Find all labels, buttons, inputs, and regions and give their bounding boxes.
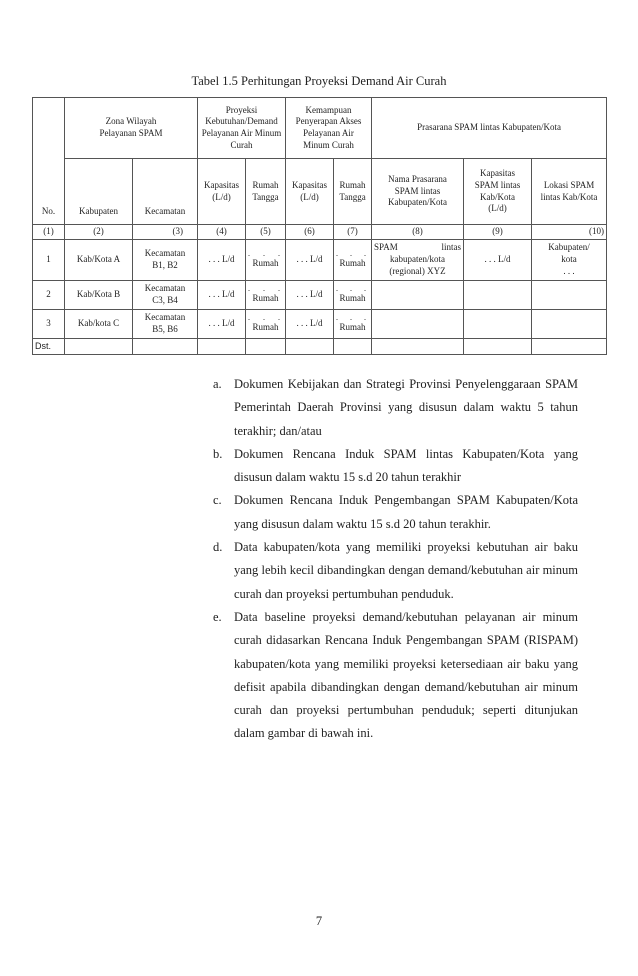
empty-cell xyxy=(372,339,464,355)
page-number: 7 xyxy=(315,914,323,928)
list-item xyxy=(212,536,578,606)
index-cell: (7) xyxy=(334,225,372,240)
empty-cell xyxy=(286,339,334,355)
cell-kapasitas-spam xyxy=(464,310,532,339)
cell-rumah: Rumah xyxy=(339,322,366,333)
cell-lokasi xyxy=(532,281,607,310)
list-letter: c. xyxy=(213,493,222,508)
cell-kapasitas: . . . L/d xyxy=(198,281,246,310)
empty-cell xyxy=(133,339,198,355)
list-letter: d. xyxy=(213,540,223,555)
table-row xyxy=(33,240,607,281)
cell-kemampuan-kapasitas: . . . L/d xyxy=(286,240,334,281)
empty-cell xyxy=(334,339,372,355)
cell-lokasi-line: Kabupaten/ xyxy=(548,242,590,253)
document-list xyxy=(212,373,578,746)
header-kemampuan: Kemampuan Penyerapan Akses Pelayanan Air Minum Curah xyxy=(286,98,372,159)
list-item xyxy=(212,606,578,746)
cell-kapasitas: . . . L/d xyxy=(198,310,246,339)
cell-rumah-tangga xyxy=(246,240,286,281)
cell-rumah: Rumah xyxy=(339,258,366,269)
header-prasarana: Prasarana SPAM lintas Kabupaten/Kota xyxy=(372,98,607,159)
table-row xyxy=(33,310,607,339)
list-letter: a. xyxy=(213,377,222,391)
header-kemampuan-rumah-tangga: Rumah Tangga xyxy=(334,159,372,225)
cell-kapasitas: . . . L/d xyxy=(198,240,246,281)
cell-nama-line: (regional) XYZ xyxy=(389,265,446,276)
index-cell: (1) xyxy=(33,225,65,240)
list-text: Dokumen Rencana Induk SPAM lintas Kabupaten/Kota yang disusun dalam waktu 15 s.d 20 tahun terakhir xyxy=(234,446,578,485)
cell-kabupaten: Kab/Kota A xyxy=(65,240,133,281)
cell-rumah: Rumah xyxy=(252,293,279,304)
cell-nama-prasarana xyxy=(372,281,464,310)
list-letter: e. xyxy=(213,609,222,624)
header-no: No. xyxy=(33,98,65,225)
table-row xyxy=(33,339,607,355)
index-cell: (6) xyxy=(286,225,334,240)
index-cell: (2) xyxy=(65,225,133,240)
header-kecamatan: Kecamatan xyxy=(133,159,198,225)
header-nama-prasarana: Nama Prasarana SPAM lintas Kabupaten/Kota xyxy=(372,159,464,225)
header-lokasi: Lokasi SPAM lintas Kab/Kota xyxy=(532,159,607,225)
cell-rumah: Rumah xyxy=(252,322,279,333)
cell-kabupaten: Kab/Kota B xyxy=(65,281,133,310)
cell-lokasi xyxy=(532,240,607,281)
cell-rumah-tangga xyxy=(246,310,286,339)
cell-rumah: Rumah xyxy=(252,258,279,269)
table-title: Tabel 1.5 Perhitungan Proyeksi Demand Air Curah xyxy=(191,74,447,88)
cell-dots: . . . xyxy=(336,249,370,259)
cell-no: 2 xyxy=(33,281,65,310)
empty-cell xyxy=(246,339,286,355)
cell-dots: . . . xyxy=(248,249,283,259)
cell-kemampuan-rumah-tangga xyxy=(334,240,372,281)
list-text: Dokumen Kebijakan dan Strategi Provinsi Penyelenggaraan SPAM Pemerintah Daerah Provinsi yang disusun dalam waktu 5 tahun terakhir; dan/atau xyxy=(234,377,578,438)
index-cell: (8) xyxy=(372,225,464,240)
cell-dots: . . . xyxy=(248,313,283,323)
empty-cell xyxy=(532,339,607,355)
table-row xyxy=(33,281,607,310)
list-item xyxy=(212,443,578,490)
list-text: Data baseline proyeksi demand/kebutuhan pelayanan air minum curah didasarkan Rencana Induk Pengembangan SPAM (RISPAM) kabupaten/kota yang memiliki proyeksi ketersediaan air baku yang defisit apabila dibandingkan dengan demand/kebutuhan air minum curah dan proyeksi pertumbuhan penduduk; seperti ditunjukan dalam gambar di bawah ini. xyxy=(234,609,578,741)
cell-kemampuan-rumah-tangga xyxy=(334,310,372,339)
demand-projection-table xyxy=(32,97,607,355)
cell-kemampuan-rumah-tangga xyxy=(334,281,372,310)
header-kapasitas-spam: Kapasitas SPAM lintas Kab/Kota (L/d) xyxy=(464,159,532,225)
list-item xyxy=(212,373,578,443)
cell-kabupaten: Kab/kota C xyxy=(65,310,133,339)
cell-nama-prasarana xyxy=(372,310,464,339)
index-cell: (10) xyxy=(532,225,607,240)
empty-cell xyxy=(198,339,246,355)
header-proyeksi: Proyeksi Kebutuhan/Demand Pelayanan Air Minum Curah xyxy=(198,98,286,159)
cell-kemampuan-kapasitas: . . . L/d xyxy=(286,310,334,339)
cell-no: 1 xyxy=(33,240,65,281)
empty-cell xyxy=(464,339,532,355)
header-kemampuan-kapasitas: Kapasitas (L/d) xyxy=(286,159,334,225)
empty-cell xyxy=(65,339,133,355)
cell-kapasitas-spam xyxy=(464,281,532,310)
header-kabupaten: Kabupaten xyxy=(65,159,133,225)
header-rumah-tangga: Rumah Tangga xyxy=(246,159,286,225)
cell-dots: . . . xyxy=(336,313,370,323)
list-letter: b. xyxy=(213,446,223,461)
cell-nama-line: SPAM lintas xyxy=(374,242,462,253)
cell-kecamatan: Kecamatan C3, B4 xyxy=(133,281,198,310)
cell-kecamatan: Kecamatan B1, B2 xyxy=(133,240,198,281)
cell-lokasi-line: kota xyxy=(561,254,577,265)
index-cell: (3) xyxy=(133,225,198,240)
cell-lokasi-line: . . . xyxy=(563,265,575,276)
list-item xyxy=(212,489,578,536)
cell-kapasitas-spam: . . . L/d xyxy=(464,240,532,281)
list-text: Dokumen Rencana Induk Pengembangan SPAM Kabupaten/Kota yang disusun dalam waktu 15 s.d 20 tahun terakhir. xyxy=(234,493,578,531)
cell-nama-line: kabupaten/kota xyxy=(390,254,445,265)
cell-lokasi xyxy=(532,310,607,339)
cell-dots: . . . xyxy=(248,284,283,294)
cell-dst: Dst. xyxy=(33,339,65,355)
header-kapasitas: Kapasitas (L/d) xyxy=(198,159,246,225)
cell-rumah: Rumah xyxy=(339,293,366,304)
cell-kemampuan-kapasitas: . . . L/d xyxy=(286,281,334,310)
cell-rumah-tangga xyxy=(246,281,286,310)
cell-nama-prasarana xyxy=(372,240,464,281)
cell-no: 3 xyxy=(33,310,65,339)
header-zona: Zona Wilayah Pelayanan SPAM xyxy=(65,98,198,159)
index-cell: (9) xyxy=(464,225,532,240)
index-cell: (5) xyxy=(246,225,286,240)
list-text: Data kabupaten/kota yang memiliki proyeksi kebutuhan air baku yang lebih kecil dibandingkan dengan demand/kebutuhan air minum curah dan proyeksi pertumbuhan penduduk. xyxy=(234,540,578,601)
index-cell: (4) xyxy=(198,225,246,240)
cell-dots: . . . xyxy=(336,284,370,294)
cell-kecamatan: Kecamatan B5, B6 xyxy=(133,310,198,339)
